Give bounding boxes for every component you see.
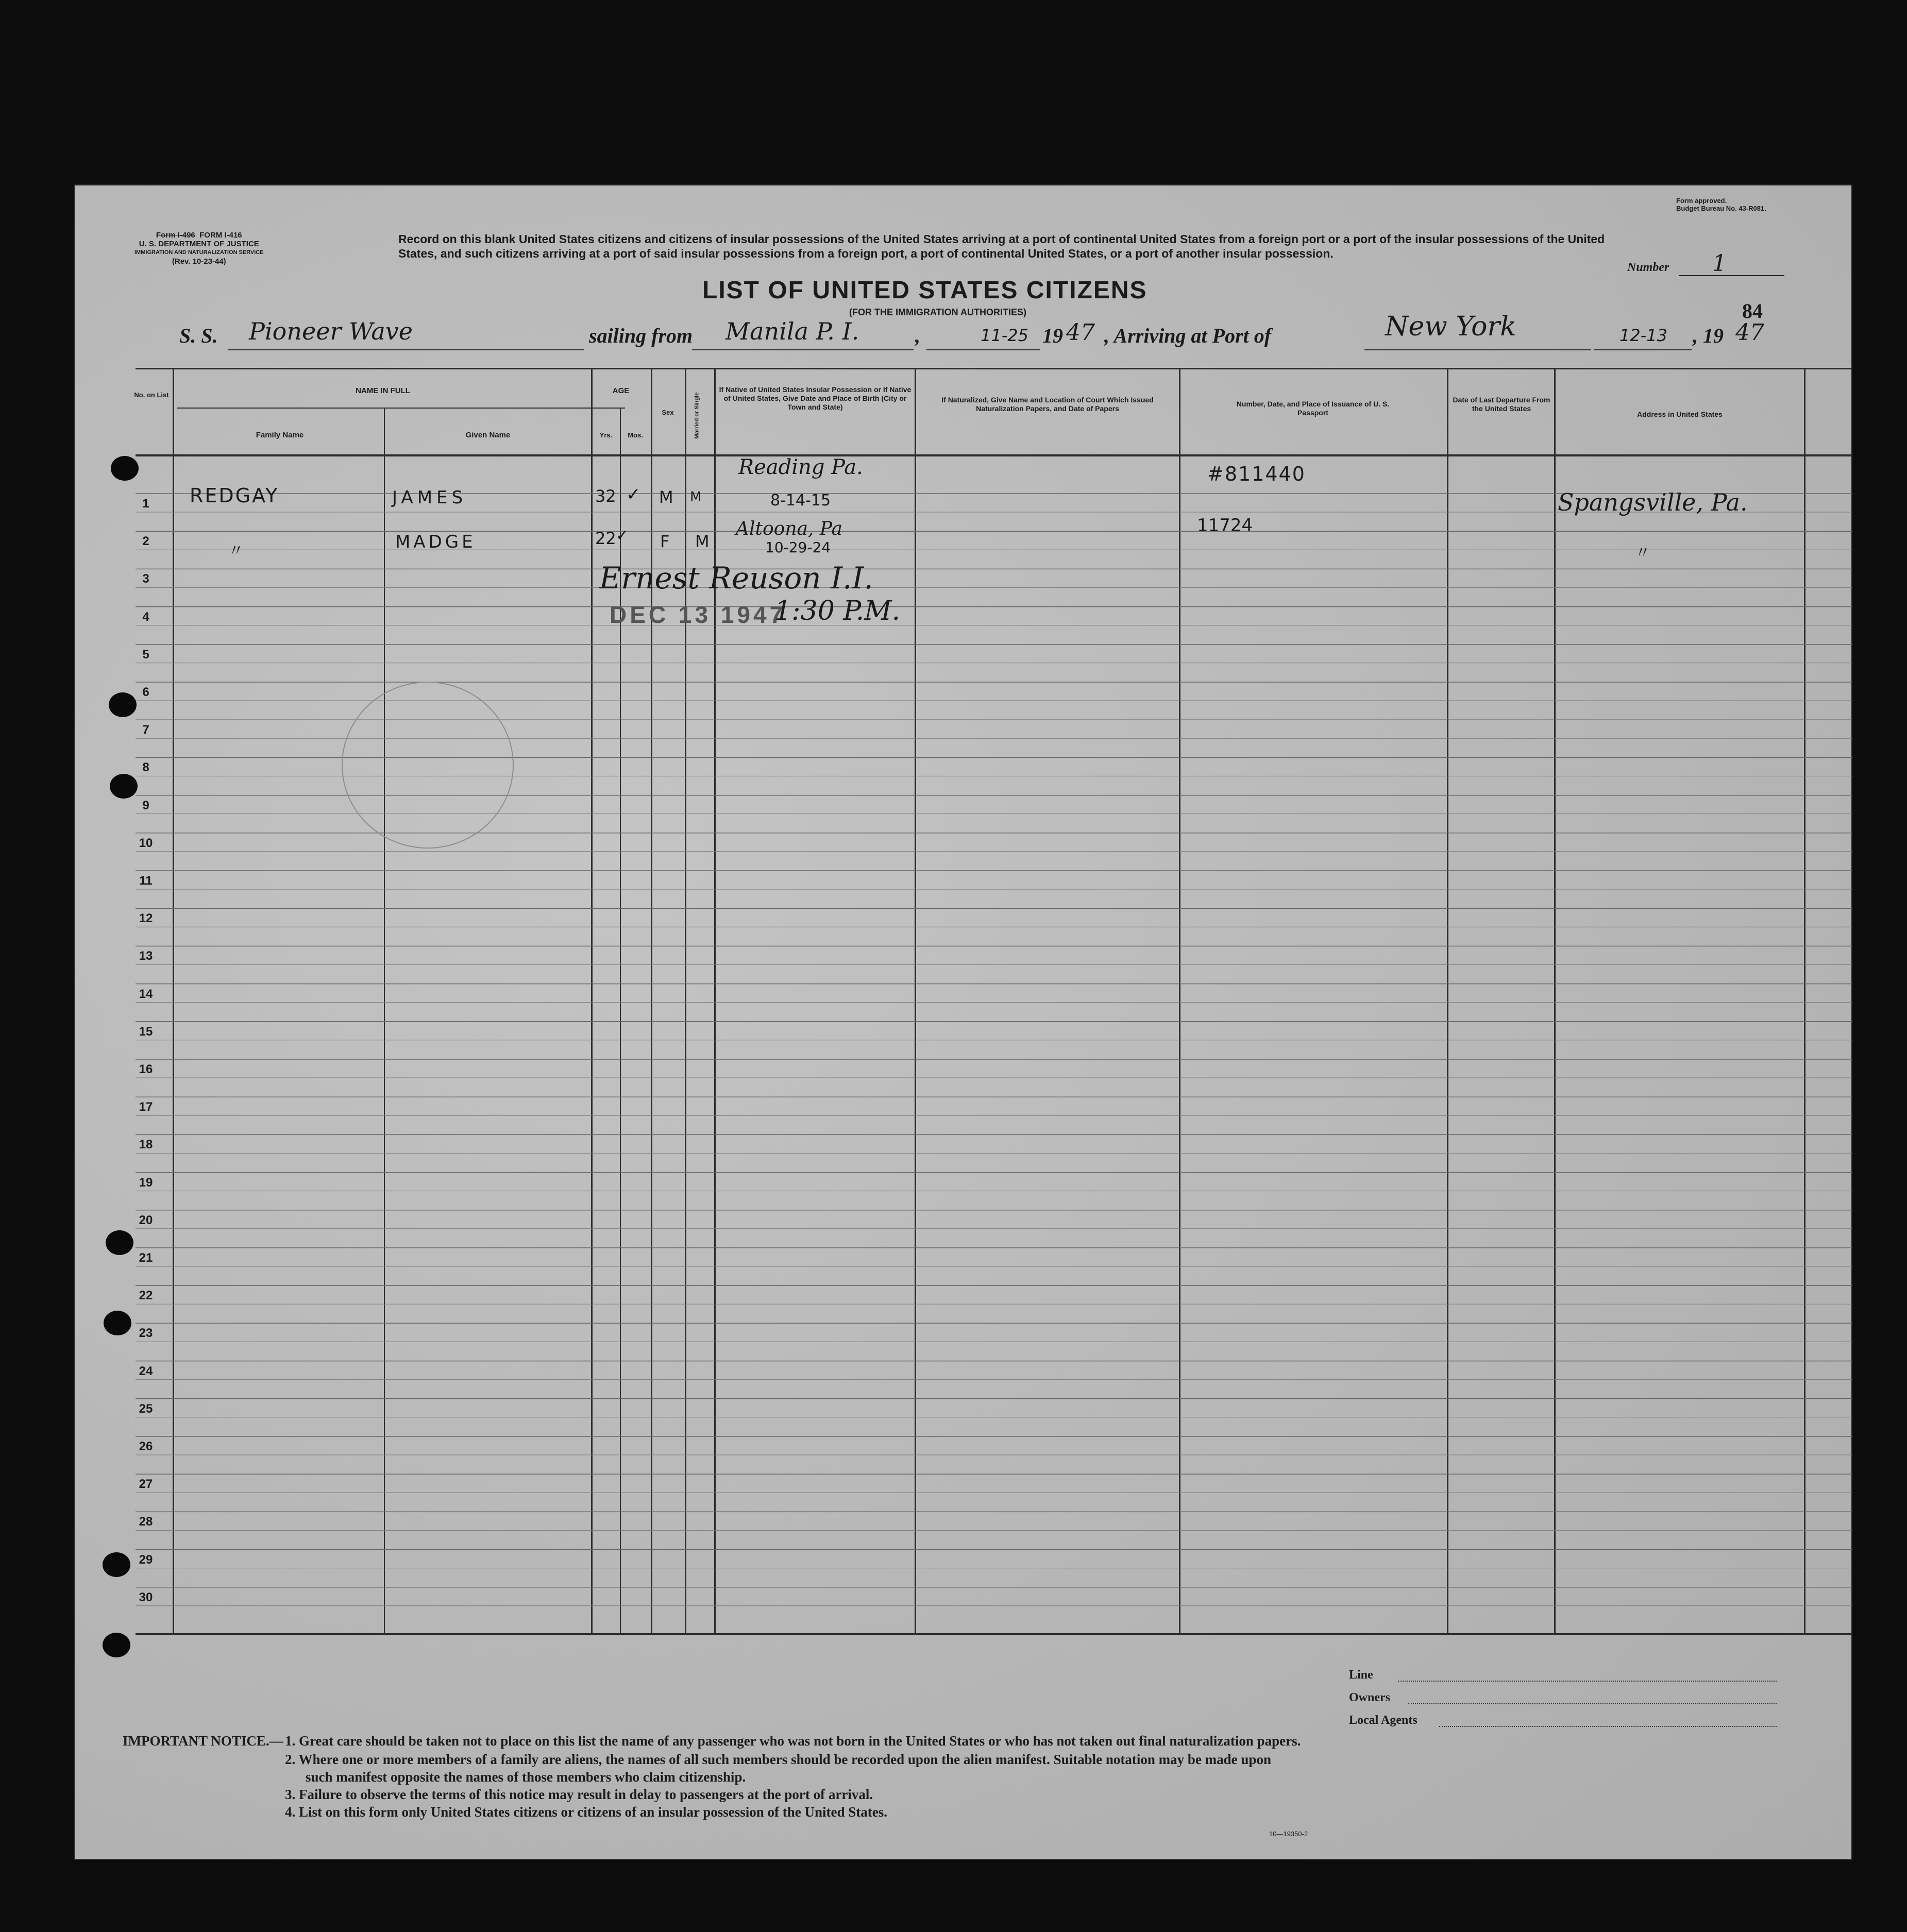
- punch-hole: [106, 1230, 133, 1255]
- local-agents-signature-line: [1439, 1726, 1777, 1727]
- entry-1-address: Spangsville, Pa.: [1558, 488, 1748, 516]
- col-header-family-name: Family Name: [256, 431, 304, 439]
- col-header-sex: Sex: [662, 409, 674, 416]
- row-number: 3: [142, 572, 149, 586]
- row-number: 10: [139, 836, 153, 850]
- row-number: 1: [142, 497, 149, 511]
- col-header-name-in-full: NAME IN FULL: [356, 386, 410, 395]
- entry-1-sex: M: [659, 487, 673, 507]
- col-header-married-or-single: Married or Single: [694, 392, 700, 439]
- row-number: 18: [139, 1138, 153, 1152]
- entry-1-age-years: 32: [595, 486, 616, 506]
- comma-2: , 19: [1693, 324, 1724, 347]
- row-number: 15: [139, 1024, 153, 1039]
- form-id: FORM I-416: [199, 231, 242, 240]
- entry-2-passport: 11724: [1197, 515, 1253, 536]
- entry-1-birth-date: 8-14-15: [770, 492, 831, 510]
- row-number: 14: [139, 987, 153, 1001]
- punch-hole: [110, 774, 138, 799]
- entry-2-given-name: MADGE: [395, 532, 476, 552]
- page-title: LIST OF UNITED STATES CITIZENS: [702, 277, 1147, 304]
- row-number: 24: [139, 1364, 153, 1378]
- entry-2-family-ditto: 〃: [228, 542, 244, 560]
- notice-item-4: 4. List on this form only United States citizens or citizens of an insular possession of the United States.: [285, 1804, 888, 1820]
- punch-hole: [111, 456, 139, 481]
- row-number: 6: [142, 685, 149, 699]
- row-number: 20: [139, 1213, 153, 1227]
- form-id-top: Form I-496: [156, 231, 195, 240]
- line-signature-line: [1398, 1681, 1777, 1682]
- col-header-age-yrs: Yrs.: [599, 431, 613, 439]
- notice-item-2b: such manifest opposite the names of those members who claim citizenship.: [306, 1769, 746, 1785]
- punch-hole: [103, 1633, 130, 1657]
- notice-item-1: 1. Great care should be taken not to place on this list the name of any passenger who was not born in the United States or who has not taken out final naturalization papers.: [285, 1733, 1301, 1749]
- arrival-date: 12-13: [1619, 326, 1667, 345]
- punch-hole: [104, 1311, 131, 1335]
- col-header-no-on-list: No. on List: [134, 391, 169, 399]
- number-value: 1: [1712, 250, 1727, 277]
- entry-2-married: M: [695, 532, 710, 551]
- arrival-year: 47: [1735, 319, 1764, 346]
- line-label: Line: [1349, 1668, 1373, 1682]
- number-label: Number: [1627, 261, 1669, 274]
- row-number: 28: [139, 1515, 153, 1529]
- department-name: U. S. DEPARTMENT OF JUSTICE: [139, 240, 259, 248]
- col-header-given-name: Given Name: [465, 431, 511, 439]
- row-number: 12: [139, 911, 153, 926]
- circular-stamp-mark: [342, 682, 514, 849]
- comma-1: ,: [915, 324, 920, 347]
- notice-item-3: 3. Failure to observe the terms of this notice may result in delay to passengers at the port of arrival.: [285, 1787, 873, 1802]
- row-number: 5: [142, 647, 149, 662]
- local-agents-label: Local Agents: [1349, 1714, 1417, 1727]
- entry-2-birth-date: 10-29-24: [765, 539, 831, 556]
- entry-2-address-ditto: 〃: [1635, 544, 1650, 562]
- entry-1-birth-place: Reading Pa.: [738, 455, 863, 479]
- inspector-signature: Ernest Reuson I.I.: [599, 561, 873, 596]
- row-number: 19: [139, 1175, 153, 1190]
- entry-2-age-months-check: ✓: [616, 527, 629, 545]
- sailing-date: 11-25: [981, 326, 1028, 345]
- col-header-passport: Number, Date, and Place of Issuance of U. S. Passport: [1236, 400, 1390, 417]
- row-number: 22: [139, 1289, 153, 1303]
- record-instructions: Record on this blank United States citizens and citizens of insular possessions of the United States arriving at a port of continental United States from a foreign port or a port of the insular possessions of the United States, and such citizens arriving at a port of said insular possessions from a foreign port, a port of continental United States, or a port of another insular possession.: [398, 232, 1605, 260]
- row-number: 29: [139, 1552, 153, 1567]
- row-number: 23: [139, 1326, 153, 1341]
- form-approved-label: Form approved.: [1676, 197, 1727, 205]
- ruled-rows: [74, 184, 1852, 1860]
- row-number: 21: [139, 1251, 153, 1265]
- arrival-port: New York: [1385, 311, 1516, 342]
- date-stamp: DEC 13 1947: [610, 601, 786, 628]
- ss-label: S. S.: [179, 324, 218, 347]
- entry-2-age-years: 22: [595, 529, 616, 548]
- sailing-year-prefix: 19: [1042, 324, 1063, 347]
- entry-1-passport: #811440: [1207, 463, 1306, 485]
- budget-bureau-number: Budget Bureau No. 43-R081.: [1676, 205, 1766, 212]
- sailing-from-label: sailing from: [589, 324, 693, 347]
- row-number: 17: [139, 1100, 153, 1114]
- owners-signature-line: [1408, 1703, 1777, 1704]
- arrival-time-stamp: 1:30 P.M.: [774, 596, 901, 626]
- arrival-year-prefix: 19: [1703, 324, 1724, 347]
- col-header-naturalized: If Naturalized, Give Name and Location of Court Which Issued Naturalization Papers, and Date of Papers: [941, 396, 1154, 413]
- sailing-from-port: Manila P. I.: [725, 317, 859, 345]
- row-number: 7: [142, 723, 149, 737]
- row-number: 26: [139, 1439, 153, 1453]
- arriving-label-wrap: , Arriving at Port of: [1104, 324, 1272, 347]
- punch-hole: [109, 692, 137, 717]
- row-number: 2: [142, 534, 149, 549]
- row-number: 25: [139, 1401, 153, 1416]
- entry-1-married: M: [690, 489, 702, 505]
- service-name: IMMIGRATION AND NATURALIZATION SERVICE: [134, 249, 264, 256]
- entry-1-family-name: REDGAY: [190, 484, 279, 507]
- notice-item-2a: 2. Where one or more members of a family are aliens, the names of all such members should be recorded upon the alien manifest. Suitable notation may be made upon: [285, 1752, 1271, 1767]
- sailing-year: 47: [1066, 319, 1095, 346]
- entry-2-sex: F: [660, 532, 670, 551]
- notice-heading: IMPORTANT NOTICE.—: [123, 1733, 283, 1749]
- row-number: 30: [139, 1590, 153, 1604]
- col-header-age: AGE: [612, 386, 630, 395]
- ship-name: Pioneer Wave: [249, 317, 413, 345]
- manifest-form: [74, 184, 1852, 1860]
- page-subtitle: (FOR THE IMMIGRATION AUTHORITIES): [849, 307, 1026, 317]
- form-revision: (Rev. 10-23-44): [172, 257, 226, 266]
- col-header-last-departure: Date of Last Departure From the United States: [1453, 396, 1550, 413]
- row-number: 27: [139, 1477, 153, 1492]
- row-number: 9: [142, 798, 149, 812]
- footer-code: 10—19350-2: [1269, 1830, 1308, 1838]
- col-header-address: Address in United States: [1637, 410, 1723, 418]
- entry-1-given-name: JAMES: [392, 487, 467, 508]
- entry-1-age-months-check: ✓: [626, 484, 641, 505]
- row-number: 11: [139, 874, 153, 888]
- page-number: 84: [1742, 299, 1763, 323]
- row-number: 16: [139, 1062, 153, 1076]
- punch-hole: [103, 1552, 130, 1577]
- entry-2-birth-place: Altoona, Pa: [736, 518, 842, 539]
- arriving-label: Arriving at Port of: [1113, 324, 1272, 347]
- row-number: 8: [142, 760, 149, 775]
- owners-label: Owners: [1349, 1691, 1390, 1704]
- col-header-native-birth: If Native of United States Insular Possession or If Native of United States, Give Date and Place of Birth (City or Town and State): [719, 385, 912, 411]
- row-number: 13: [139, 949, 153, 963]
- col-header-age-mos: Mos.: [628, 431, 643, 439]
- row-number: 4: [142, 609, 149, 624]
